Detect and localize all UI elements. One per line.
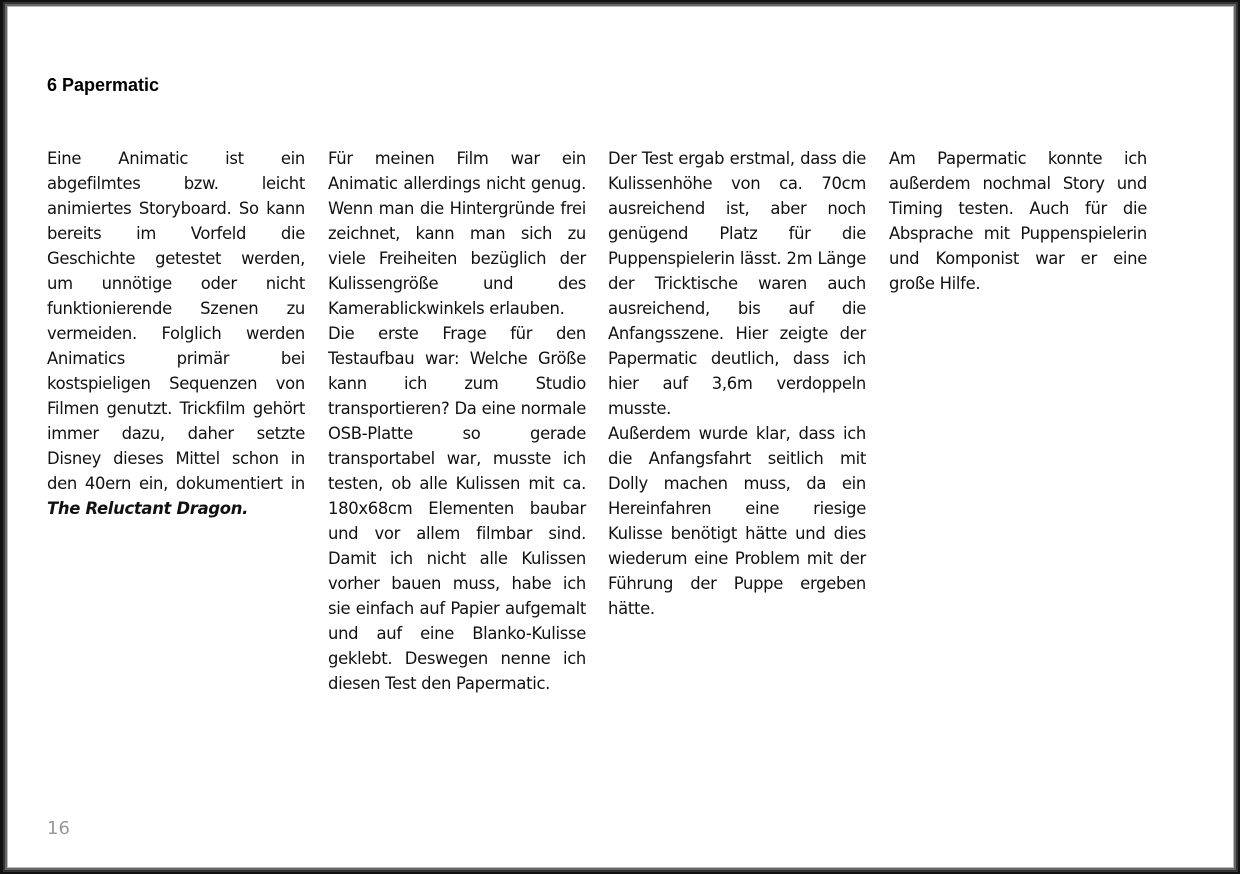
text-column-1 [47, 146, 305, 521]
paragraph-text: Eine Animatic ist ein abgefilmtes bzw. leicht animiertes Storyboard. So kann bereits im Vorfeld die Geschichte getestet werden, um unnötige oder nicht funktionierende Szenen zu vermeiden. Folglich werden Animatics primär bei kostspieligen Sequenzen von Filmen genutzt. Trickfilm gehört immer dazu, daher setzte Disney dieses Mittel schon in den 40ern ein, dokumentiert in [47, 149, 305, 493]
section-heading: 6 Papermatic [47, 75, 160, 95]
paragraph: Der Test ergab erstmal, dass die Kulissenhöhe von ca. 70cm ausreichend ist, aber noch genügend Platz für die Puppenspielerin lässt. 2m Länge der Tricktische waren auch ausreichend, bis auf die Anfangsszene. Hier zeigte der Papermatic deutlich, dass ich hier auf 3,6m verdoppeln musste. [608, 149, 866, 418]
page-number: 16 [47, 818, 70, 839]
text-column-4 [889, 146, 1147, 296]
text-column-3 [608, 146, 866, 621]
document-page [7, 6, 1234, 868]
paragraph [47, 146, 305, 521]
paragraph: Außerdem wurde klar, dass ich die Anfangsfahrt seitlich mit Dolly machen muss, da ein Hereinfahren eine riesige Kulisse benötigt hätte und dies wiederum eine Problem mit der Führung der Puppe ergeben hätte. [608, 424, 866, 618]
paragraph: Die erste Frage für den Testaufbau war: Welche Größe kann ich zum Studio transportieren? Da eine normale OSB-Platte so gerade transportabel war, musste ich testen, ob alle Kulissen mit ca. 180x68cm Elementen baubar und vor allem filmbar sind. Damit ich nicht alle Kulissen vorher bauen muss, habe ich sie einfach auf Papier aufgemalt und auf eine Blanko-Kulisse geklebt. Deswegen nenne ich diesen Test den Papermatic. [328, 324, 586, 693]
paragraph: Am Papermatic konnte ich außerdem nochmal Story und Timing testen. Auch für die Absprache mit Puppenspielerin und Komponist war er eine große Hilfe. [889, 149, 1147, 293]
film-title-emphasis: The Reluctant Dragon. [47, 499, 249, 518]
paragraph: Für meinen Film war ein Animatic allerdings nicht genug. Wenn man die Hintergründe frei zeichnet, kann man sich zu viele Freiheiten bezüglich der Kulissengröße und des Kamerablickwinkels erlauben. [328, 149, 586, 318]
text-column-2 [328, 146, 586, 696]
